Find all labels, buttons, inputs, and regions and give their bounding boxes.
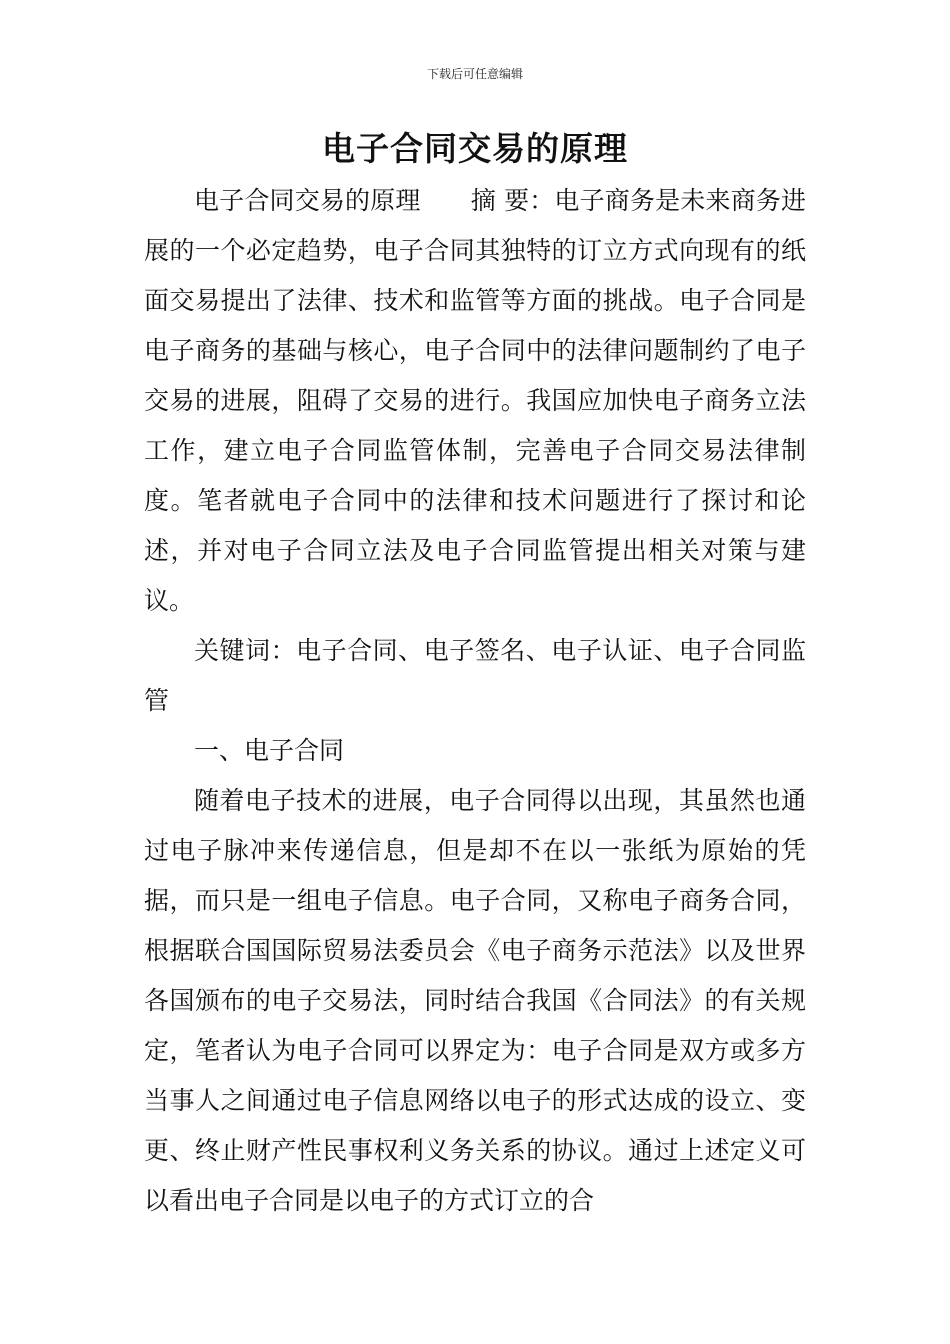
keywords-paragraph: 关键词：电子合同、电子签名、电子认证、电子合同监管: [144, 636, 806, 715]
section-heading: 一、电子合同: [194, 736, 345, 765]
header-note: 下载后可任意编辑: [426, 67, 523, 81]
abstract-lead: 电子合同交易的原理: [194, 186, 421, 215]
abstract-body: 摘 要：电子商务是未来商务进展的一个必定趋势，电子合同其独特的订立方式向现有的纸面交易提出了法律、技术和监管等方面的挑战。电子合同是电子商务的基础与核心，电子合同中的法律问题制约了电子交易的进展，阻碍了交易的进行。我国应加快电子商务立法工作，建立电子合同监管体制，完善电子合同交易法律制度。笔者就电子合同中的法律和技术问题进行了探讨和论述，并对电子合同立法及电子合同监管提出相关对策与建议。: [144, 186, 806, 615]
abstract-paragraph: [144, 176, 806, 626]
document-body: [144, 176, 806, 1226]
document-title: 电子合同交易的原理: [322, 129, 628, 168]
body-paragraph: 随着电子技术的进展，电子合同得以出现，其虽然也通过电子脉冲来传递信息，但是却不在以一张纸为原始的凭据，而只是一组电子信息。电子合同，又称电子商务合同，根据联合国国际贸易法委员会《电子商务示范法》以及世界各国颁布的电子交易法，同时结合我国《合同法》的有关规定，笔者认为电子合同可以界定为：电子合同是双方或多方当事人之间通过电子信息网络以电子的形式达成的设立、变更、终止财产性民事权利义务关系的协议。通过上述定义可以看出电子合同是以电子的方式订立的合: [144, 786, 806, 1215]
